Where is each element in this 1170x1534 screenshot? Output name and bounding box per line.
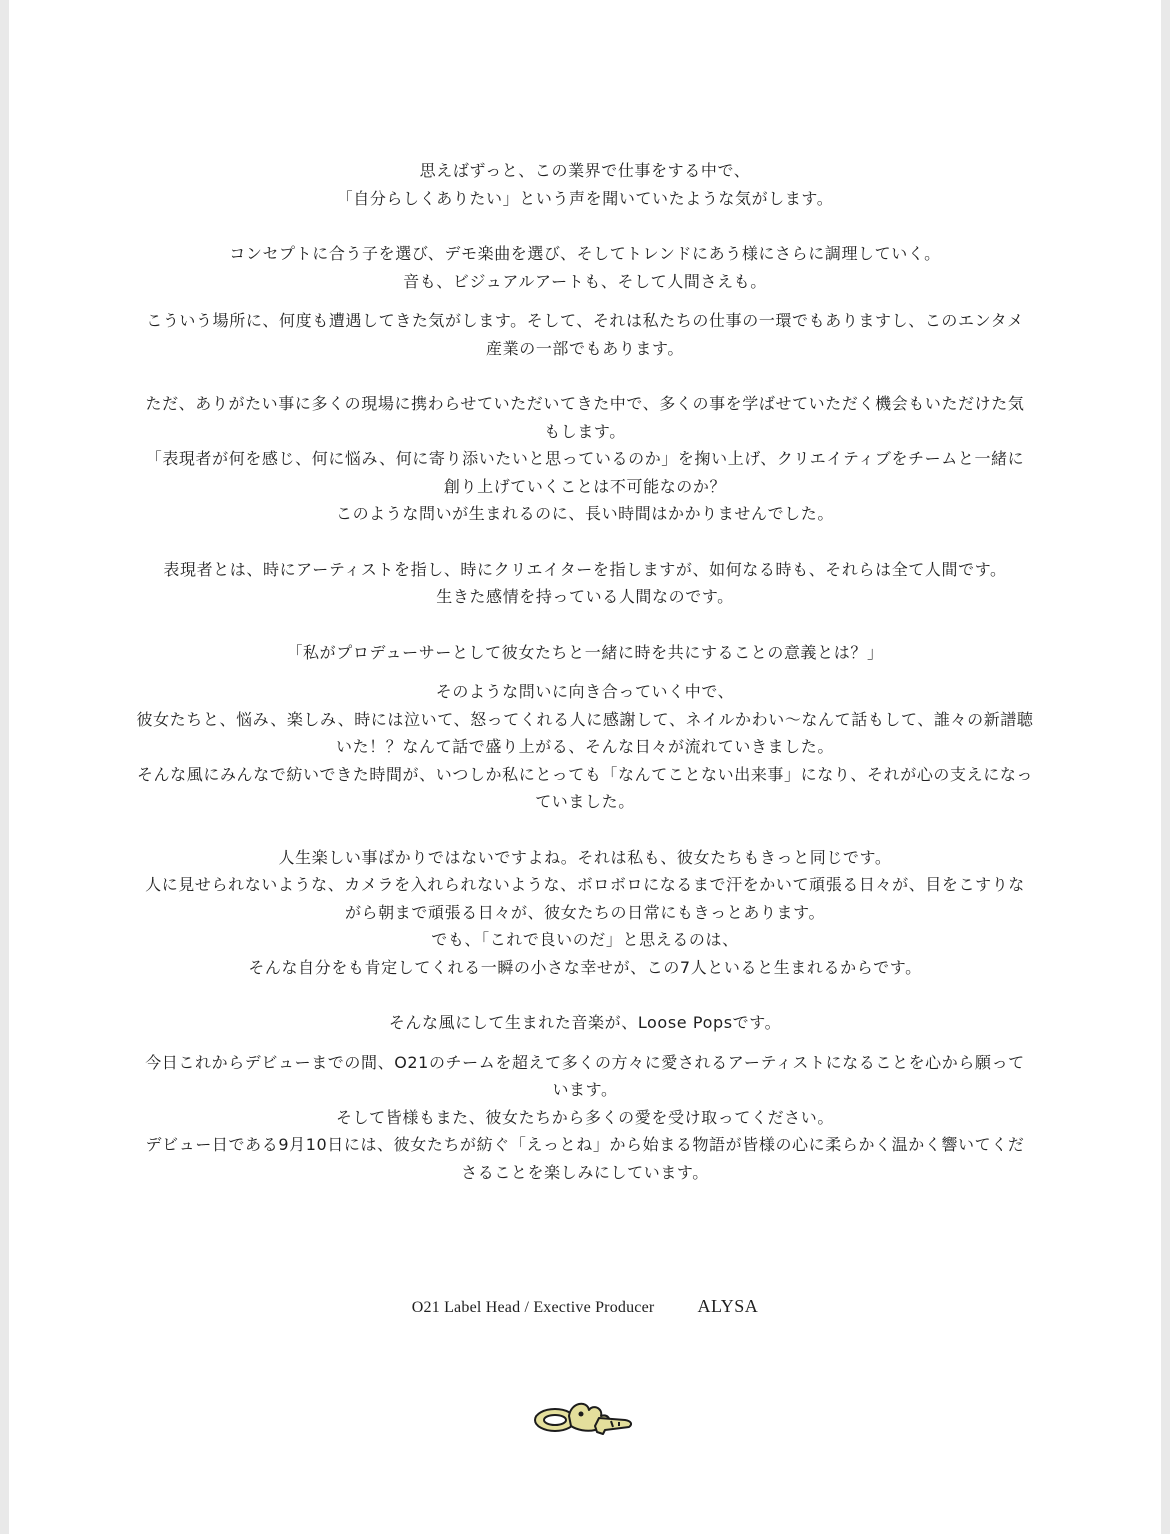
signature-role: O21 Label Head / Exective Producer bbox=[411, 1299, 655, 1316]
paragraph-5: 表現者とは、時にアーティストを指し、時にクリエイターを指しますが、如何なる時も、それらは全て人間です。 生きた感情を持っている人間なのです。 bbox=[163, 559, 1007, 606]
paragraph-6: 「私がプロデューサーとして彼女たちと一緒に時を共にすることの意義とは？」 bbox=[286, 642, 884, 662]
paragraph-4: ただ、ありがたい事に多くの現場に携わらせていただいてきた中で、多くの事を学ばせていただく機会もいただけた気 もします。 「表現者が何を感じ、何に悩み、何に寄り添いたいと思っているのか」を掬い上げ、クリエイティブをチームと一緒に 創り上げていくことは不可能なのか？ このような問いが生まれるのに、長い時間はかかりませんでした。 bbox=[145, 394, 1025, 523]
paragraph-8: 人生楽しい事ばかりではないですよね。それは私も、彼女たちもきっと同じです。 人に見せられないような、カメラを入れられないような、ボロボロになるまで汗をかいて頑張る日々が、目をこすりな がら朝まで頑張る日々が、彼女たちの日常にもきっとあります。 でも、「これで良いのだ」と思えるのは、 そんな自分をも肯定してくれる一瞬の小さな幸せが、この7人といると生まれるからです。 bbox=[145, 847, 1025, 977]
paragraph-7: そのような問いに向き合っていく中で、 彼女たちと、悩み、楽しみ、時には泣いて、怒ってくれる人に感謝して、ネイルかわい〜なんて話もして、誰々の新譜聴 いた！？なんて話で盛り上がる、そんな日々が流れていきました。 そんな風にみんなで紡いできた時間が、いつしか私にとっても「なんてことない出来事」になり、それが心の支えになっ ていました。 bbox=[136, 682, 1034, 811]
paragraph-1: 思えばずっと、この業界で仕事をする中で、 「自分らしくありたい」という声を聞いていたような気がします。 bbox=[336, 161, 834, 208]
paragraph-3: こういう場所に、何度も遭遇してきた気がします。そして、それは私たちの仕事の一環でもありますし、このエンタメ 産業の一部でもあります。 bbox=[146, 311, 1024, 358]
signature-name: ALYSA bbox=[697, 1296, 759, 1316]
signature bbox=[0, 1296, 1170, 1317]
paragraph-2: コンセプトに合う子を選び、デモ楽曲を選び、そしてトレンドにあう様にさらに調理していく。 音も、ビジュアルアートも、そして人間さえも。 bbox=[229, 244, 941, 291]
paragraph-9: そんな風にして生まれた音楽が、Loose Popsです。 bbox=[388, 1013, 782, 1032]
paragraph-10: 今日これからデビューまでの間、O21のチームを超えて多くの方々に愛されるアーティストになることを心から願って います。 そして皆様もまた、彼女たちから多くの愛を受け取ってください。 デビュー日である9月10日には、彼女たちが紡ぐ「えっとね」から始まる物語が皆様の心に柔らかく温かく響いてくだ さることを楽しみにしています。 bbox=[145, 1052, 1025, 1182]
letter-body bbox=[110, 157, 1060, 1186]
key-icon bbox=[533, 1390, 635, 1438]
